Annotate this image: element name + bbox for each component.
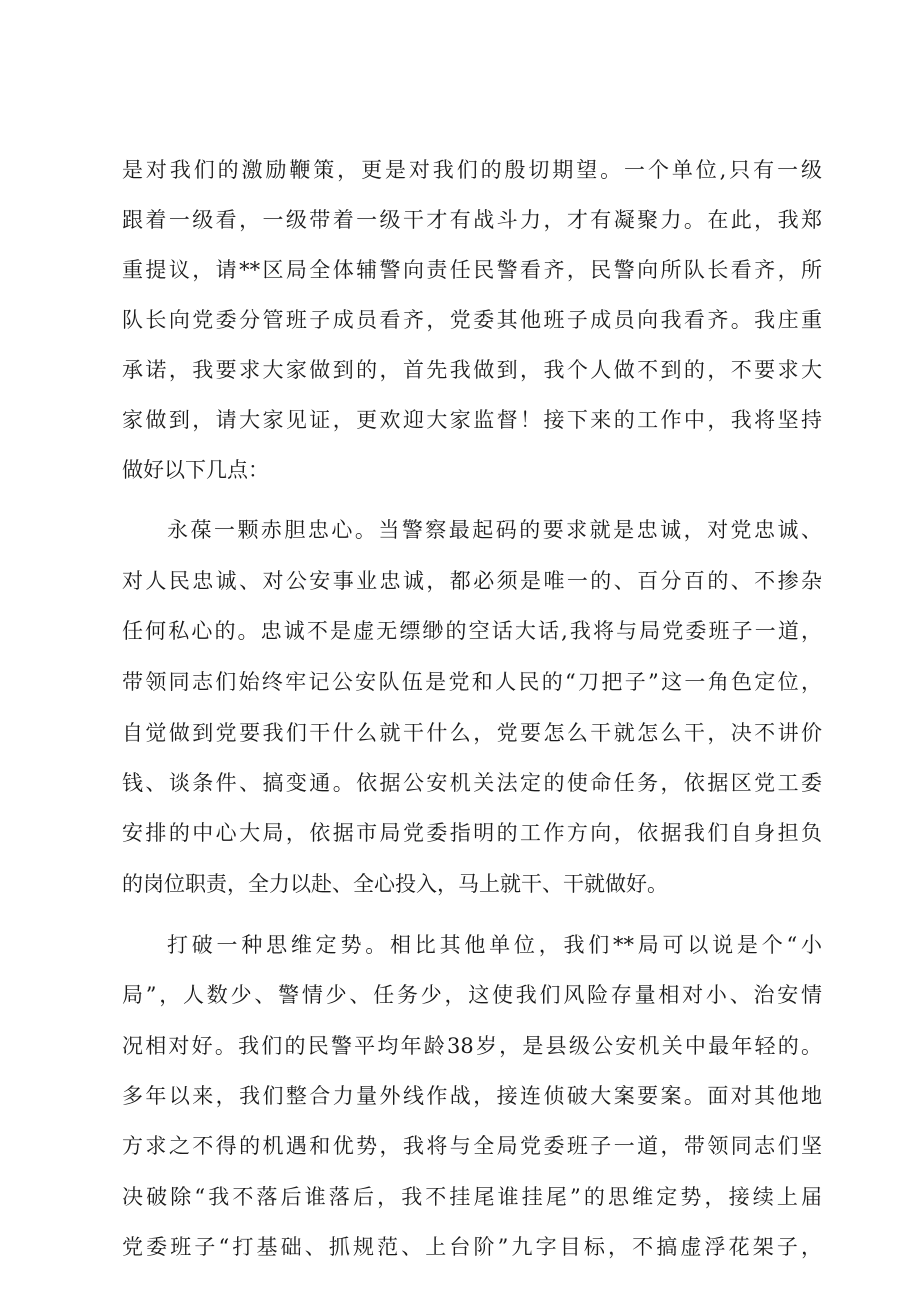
- text-line: 自觉做到党要我们干什么就干什么，党要怎么干就怎么干，决不讲价: [122, 721, 822, 745]
- text-line: 队长向党委分管班子成员看齐，党委其他班子成员向我看齐。我庄重: [122, 308, 822, 332]
- text-line: 的岗位职责，全力以赴、全心投入，马上就干、干就做好。: [122, 872, 668, 896]
- text-line: 安排的中心大局，依据市局党委指明的工作方向，依据我们自身担负: [122, 821, 822, 845]
- text-line: 方求之不得的机遇和优势，我将与全局党委班子一道，带领同志们坚: [122, 1134, 822, 1158]
- text-line: 带领同志们始终牢记公安队伍是党和人民的“刀把子”这一角色定位，: [122, 670, 822, 694]
- text-line: 重提议，请**区局全体辅警向责任民警看齐，民警向所队长看齐，所: [122, 258, 822, 282]
- text-line: 党委班子“打基础、抓规范、上台阶”九字目标，不搞虚浮花架子，: [122, 1235, 822, 1259]
- text-line: 跟着一级看，一级带着一级干才有战斗力，才有凝聚力。在此，我郑: [122, 208, 822, 232]
- text-line: 做好以下几点：: [122, 458, 269, 482]
- text-line: 况相对好。我们的民警平均年龄38岁，是县级公安机关中最年轻的。: [122, 1034, 822, 1058]
- text-line: 是对我们的激励鞭策，更是对我们的殷切期望。一个单位,只有一级: [122, 158, 822, 182]
- paragraph-first-line: 永葆一颗赤胆忠心。当警察最起码的要求就是忠诚，对党忠诚、: [167, 518, 822, 542]
- text-line: 多年以来，我们整合力量外线作战，接连侦破大案要案。面对其他地: [122, 1084, 822, 1108]
- text-line: 承诺，我要求大家做到的，首先我做到，我个人做不到的，不要求大: [122, 358, 822, 382]
- text-line: 决破除“我不落后谁落后，我不挂尾谁挂尾”的思维定势，接续上届: [122, 1185, 822, 1209]
- text-line: 对人民忠诚、对公安事业忠诚，都必须是唯一的、百分百的、不掺杂: [122, 569, 822, 593]
- paragraph-first-line: 打破一种思维定势。相比其他单位，我们**局可以说是个“小: [167, 933, 822, 957]
- text-line: 钱、谈条件、搞变通。依据公安机关法定的使命任务，依据区党工委: [122, 771, 822, 795]
- text-line: 家做到，请大家见证，更欢迎大家监督！接下来的工作中，我将坚持: [122, 408, 822, 432]
- text-line: 局”，人数少、警情少、任务少，这使我们风险存量相对小、治安情: [122, 983, 822, 1007]
- text-line: 任何私心的。忠诚不是虚无缥缈的空话大话,我将与局党委班子一道，: [122, 619, 822, 643]
